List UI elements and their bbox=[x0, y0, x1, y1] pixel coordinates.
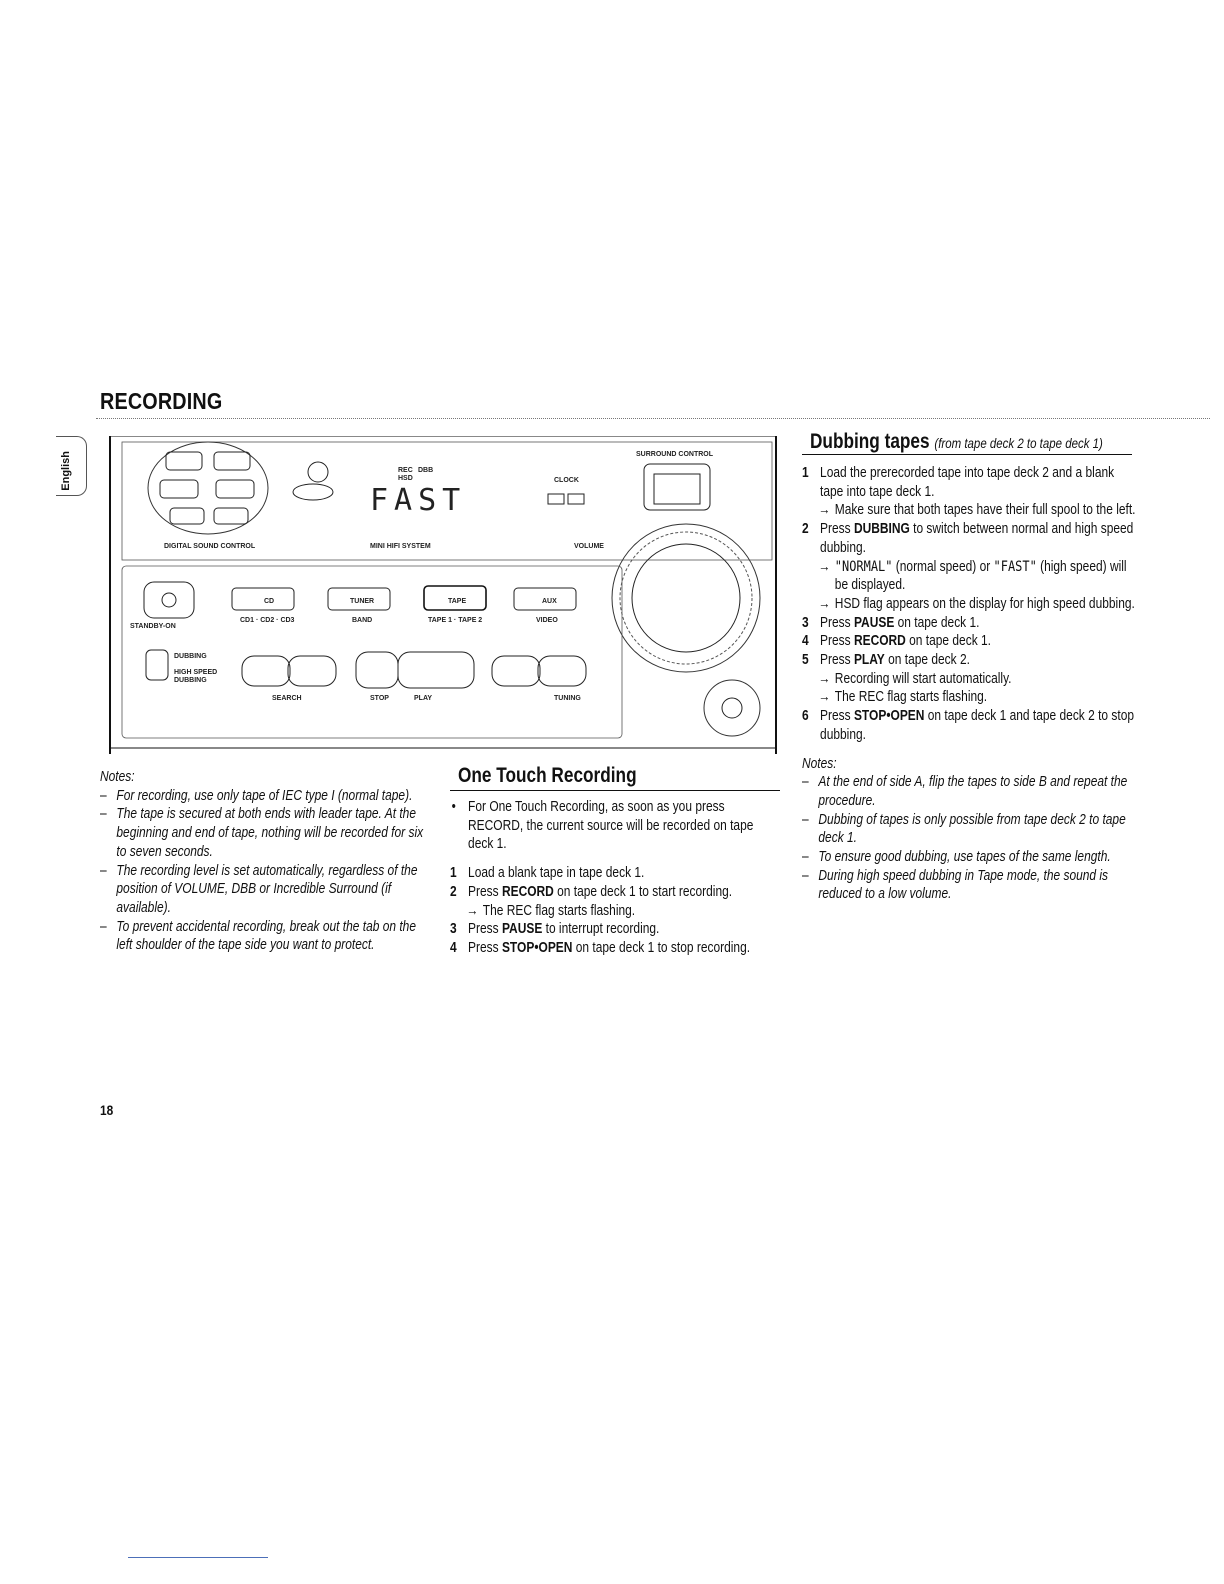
dubbing-step-sub: → HSD flag appears on the display for high speed dubbing. bbox=[818, 595, 1135, 612]
dubbing-title-suffix: (from tape deck 2 to tape deck 1) bbox=[934, 435, 1103, 451]
source-button-cd bbox=[232, 588, 295, 624]
dubbing-label-2: DUBBING bbox=[174, 677, 207, 684]
source-button-sub: TAPE 1 · TAPE 2 bbox=[428, 617, 483, 624]
one-touch-step: 2 Press RECORD on tape deck 1 to start recording. bbox=[450, 883, 733, 900]
one-touch-step: 1 Load a blank tape in tape deck 1. bbox=[450, 865, 645, 882]
notes-left bbox=[100, 768, 500, 955]
dubbing-note: – During high speed dubbing in Tape mode, the sound is reduced to a low volume. bbox=[802, 867, 1109, 903]
stop-label: STOP bbox=[370, 695, 389, 702]
dubbing-step-sub: → Recording will start automatically. bbox=[818, 670, 1012, 687]
brand-label: MINI HIFI SYSTEM bbox=[370, 543, 431, 550]
dubbing-step: 3 Press PAUSE on tape deck 1. bbox=[802, 614, 980, 631]
source-button-sub: BAND bbox=[352, 617, 373, 624]
note-item: – For recording, use only tape of IEC type I (normal tape). bbox=[100, 787, 413, 804]
dubbing-body bbox=[802, 464, 1138, 904]
footer-line bbox=[128, 1557, 268, 1558]
dubbing-notes-title: Notes: bbox=[802, 755, 837, 772]
source-button-label: AUX bbox=[542, 598, 557, 605]
dubbing-label: DUBBING bbox=[174, 653, 207, 660]
source-button-label: TUNER bbox=[350, 598, 375, 605]
dubbing-title-rule bbox=[802, 454, 1132, 455]
dubbing-step-sub: → The REC flag starts flashing. bbox=[818, 689, 988, 706]
note-item: – To prevent accidental recording, break out the tab on the left shoulder of the tape side you want to protect. bbox=[100, 918, 416, 954]
source-button-tape bbox=[424, 586, 486, 624]
header-divider bbox=[96, 418, 1210, 419]
display-flag-rec: REC bbox=[398, 467, 413, 474]
display-flag-dbb: DBB bbox=[418, 467, 434, 474]
dubbing-note: – To ensure good dubbing, use tapes of the same length. bbox=[802, 849, 1111, 866]
dubbing-title: Dubbing tapes (from tape deck 2 to tape deck 1) bbox=[810, 430, 1103, 453]
one-touch-body bbox=[450, 798, 778, 958]
one-touch-step-sub: → The REC flag starts flashing. bbox=[466, 902, 636, 919]
source-button-aux bbox=[514, 588, 576, 624]
front-panel-illustration bbox=[108, 436, 780, 756]
dubbing-step: 6 Press STOP•OPEN on tape deck 1 and tape deck 2 to stop dubbing. bbox=[802, 708, 1135, 743]
sound-control-label: DIGITAL SOUND CONTROL bbox=[164, 543, 256, 550]
dubbing-step: 2 Press DUBBING to switch between normal and high speed dubbing. bbox=[802, 521, 1134, 556]
display-readout: FAST bbox=[370, 483, 467, 518]
one-touch-section bbox=[450, 764, 830, 788]
dubbing-step: 4 Press RECORD on tape deck 1. bbox=[802, 633, 991, 650]
clock-label: CLOCK bbox=[554, 477, 579, 484]
high-speed-label: HIGH SPEED bbox=[174, 669, 218, 676]
volume-label: VOLUME bbox=[574, 543, 604, 550]
source-button-label: CD bbox=[264, 598, 275, 605]
display-flag-hsd: HSD bbox=[398, 475, 413, 482]
dubbing-step: 5 Press PLAY on tape deck 2. bbox=[802, 652, 970, 669]
dubbing-step-sub: → "NORMAL" (normal speed) or "FAST" (high speed) will be displayed. bbox=[818, 557, 1127, 594]
dubbing-section bbox=[810, 430, 1210, 454]
source-button-sub: CD1 · CD2 · CD3 bbox=[240, 617, 295, 624]
one-touch-title-rule bbox=[450, 790, 780, 791]
dubbing-step: 1 Load the prerecorded tape into tape deck 2 and a blank tape into tape deck 1. bbox=[802, 465, 1115, 500]
one-touch-title: One Touch Recording bbox=[458, 764, 637, 787]
one-touch-step: 4 Press STOP•OPEN on tape deck 1 to stop recording. bbox=[450, 939, 751, 956]
dubbing-note: – Dubbing of tapes is only possible from tape deck 2 to tape deck 1. bbox=[802, 811, 1126, 847]
page-title: RECORDING bbox=[100, 388, 223, 414]
note-item: – The tape is secured at both ends with leader tape. At the beginning and end of tape, nothing will be recorded for six to seven seconds. bbox=[100, 806, 424, 860]
device-front-panel-figure bbox=[108, 436, 780, 756]
page-number: 18 bbox=[100, 1102, 114, 1118]
play-label: PLAY bbox=[414, 695, 433, 702]
dubbing-note: – At the end of side A, flip the tapes to side B and repeat the procedure. bbox=[802, 774, 1128, 809]
source-button-tuner bbox=[328, 588, 390, 624]
one-touch-intro: • For One Touch Recording, as soon as you press RECORD, the current source will be recorded on tape deck 1. bbox=[451, 799, 754, 853]
standby-label: STANDBY-ON bbox=[130, 623, 176, 630]
dubbing-step-sub: → Make sure that both tapes have their full spool to the left. bbox=[818, 502, 1136, 519]
notes-title: Notes: bbox=[100, 769, 135, 785]
surround-label: SURROUND CONTROL bbox=[636, 451, 713, 458]
source-button-sub: VIDEO bbox=[536, 617, 558, 624]
note-item: – The recording level is set automatically, regardless of the position of VOLUME, DBB or Incredible Surround (if available). bbox=[100, 862, 418, 916]
language-tab bbox=[56, 436, 87, 496]
source-button-label: TAPE bbox=[448, 598, 467, 605]
tuning-label: TUNING bbox=[554, 695, 581, 702]
search-label: SEARCH bbox=[272, 695, 302, 702]
language-tab-label: English bbox=[60, 451, 72, 491]
one-touch-step: 3 Press PAUSE to interrupt recording. bbox=[450, 921, 660, 938]
